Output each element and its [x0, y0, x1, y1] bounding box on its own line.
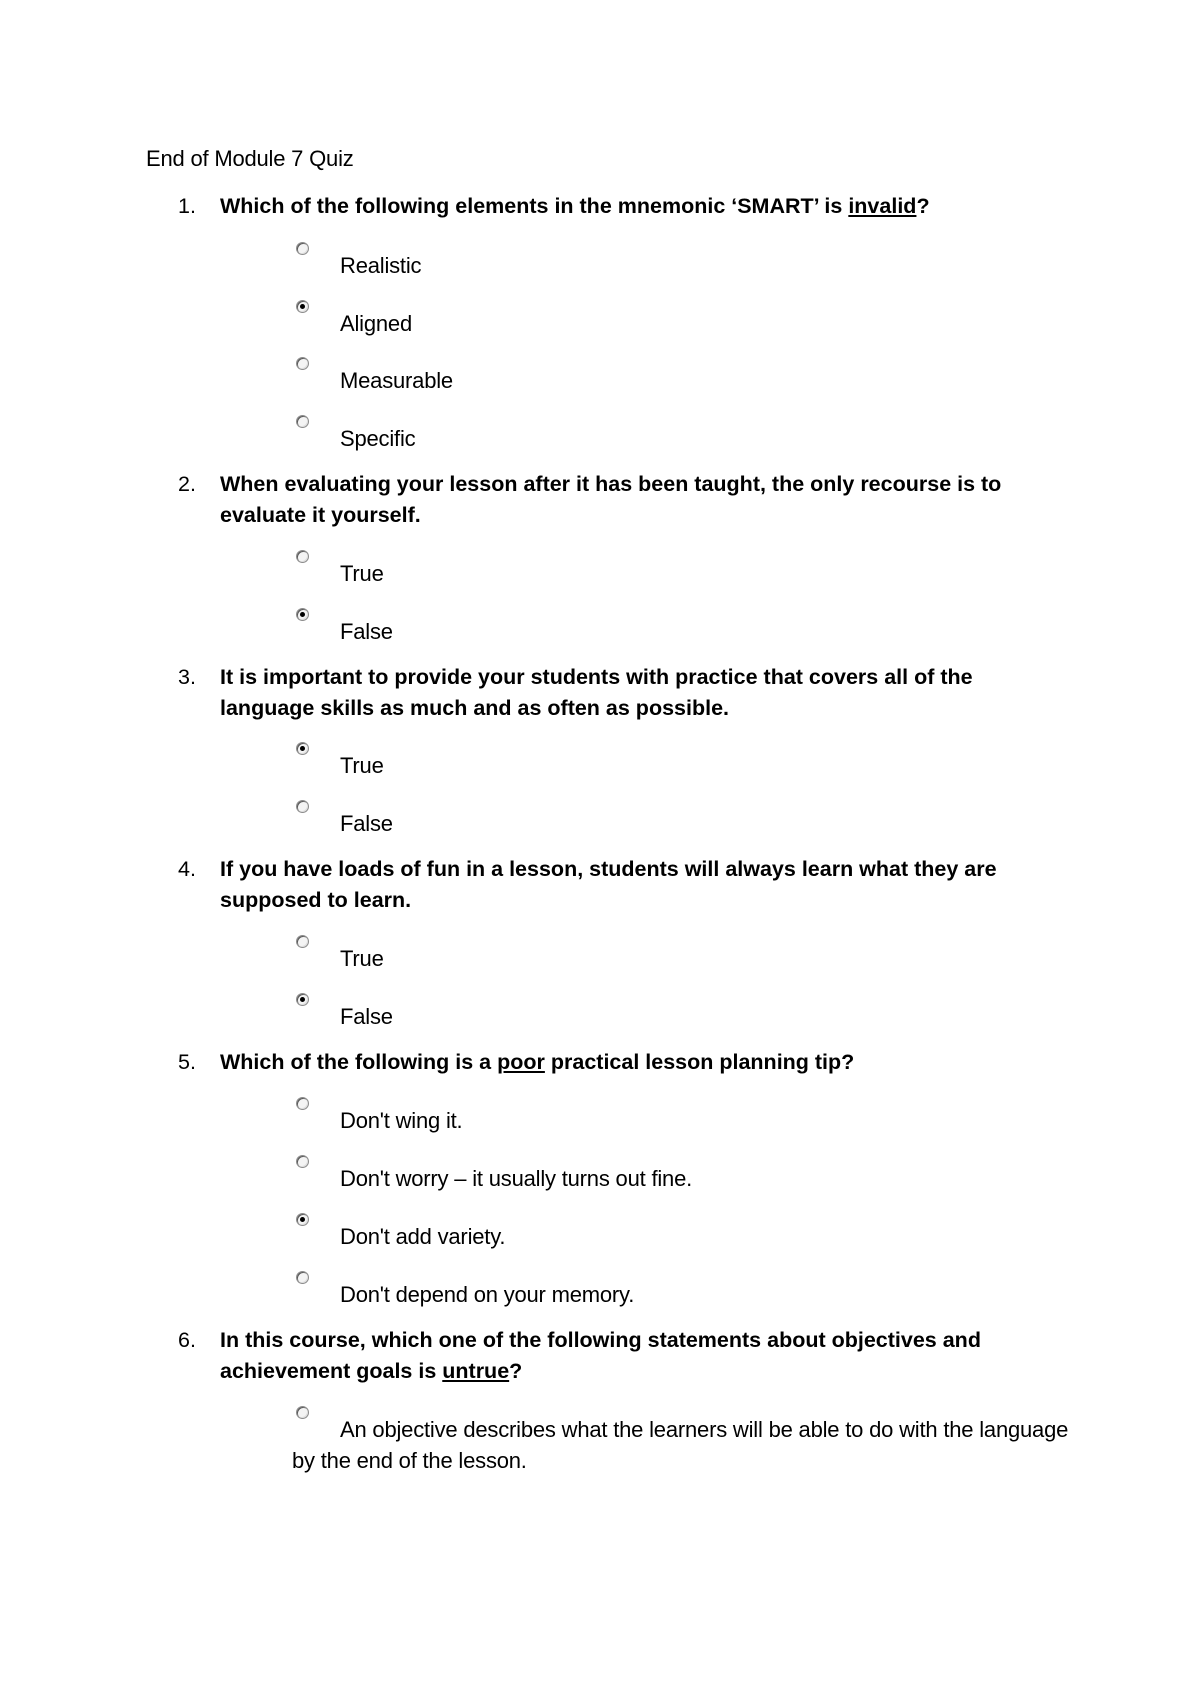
option-dont-depend-on-memory[interactable]: Don't depend on your memory.	[292, 1279, 1072, 1310]
option-false[interactable]: False	[292, 616, 1072, 647]
question-6	[178, 1325, 1058, 1387]
option-true[interactable]: True	[292, 558, 1072, 589]
question-number: 1.	[178, 194, 196, 218]
question-text: In this course, which one of the following statements about objectives and achievement goals is untrue?	[220, 1328, 981, 1383]
question-5	[178, 1047, 1078, 1078]
option-dont-worry[interactable]: Don't worry – it usually turns out fine.	[292, 1163, 1072, 1194]
radio-button[interactable]	[296, 1406, 309, 1419]
option-false[interactable]: False	[292, 1001, 1072, 1032]
option-true[interactable]: True	[292, 750, 1072, 781]
question-3	[178, 662, 1058, 724]
radio-button[interactable]	[296, 1155, 309, 1168]
radio-button[interactable]	[296, 800, 309, 813]
radio-button-selected[interactable]	[296, 608, 309, 621]
radio-button-selected[interactable]	[296, 300, 309, 313]
question-number: 6.	[178, 1328, 196, 1352]
option-aligned[interactable]: Aligned	[292, 308, 1072, 339]
question-1	[178, 191, 1058, 222]
option-objective-statement[interactable]: An objective describes what the learners will be able to do with the language by the end of the lesson.	[292, 1414, 1072, 1476]
radio-button[interactable]	[296, 357, 309, 370]
option-false[interactable]: False	[292, 808, 1072, 839]
radio-button-selected[interactable]	[296, 993, 309, 1006]
radio-button-selected[interactable]	[296, 742, 309, 755]
radio-button[interactable]	[296, 1097, 309, 1110]
question-2	[178, 469, 1058, 531]
radio-button[interactable]	[296, 1271, 309, 1284]
question-number: 4.	[178, 857, 196, 881]
option-dont-add-variety[interactable]: Don't add variety.	[292, 1221, 1072, 1252]
question-text: Which of the following elements in the mnemonic ‘SMART’ is invalid?	[220, 194, 930, 218]
radio-button[interactable]	[296, 935, 309, 948]
radio-button[interactable]	[296, 242, 309, 255]
question-number: 5.	[178, 1050, 196, 1074]
option-specific[interactable]: Specific	[292, 423, 1072, 454]
question-number: 3.	[178, 665, 196, 689]
question-text: If you have loads of fun in a lesson, students will always learn what they are supposed to learn.	[220, 857, 997, 912]
page-title: End of Module 7 Quiz	[146, 146, 354, 171]
option-measurable[interactable]: Measurable	[292, 365, 1072, 396]
radio-button-selected[interactable]	[296, 1213, 309, 1226]
question-text: Which of the following is a poor practical lesson planning tip?	[220, 1050, 855, 1074]
question-number: 2.	[178, 472, 196, 496]
question-text: When evaluating your lesson after it has been taught, the only recourse is to evaluate it yourself.	[220, 472, 1002, 527]
option-realistic[interactable]: Realistic	[292, 250, 1072, 281]
option-true[interactable]: True	[292, 943, 1072, 974]
question-4	[178, 854, 1058, 916]
option-dont-wing-it[interactable]: Don't wing it.	[292, 1105, 1072, 1136]
question-text: It is important to provide your students with practice that covers all of the language skills as much and as often as possible.	[220, 665, 973, 720]
radio-button[interactable]	[296, 415, 309, 428]
radio-button[interactable]	[296, 550, 309, 563]
